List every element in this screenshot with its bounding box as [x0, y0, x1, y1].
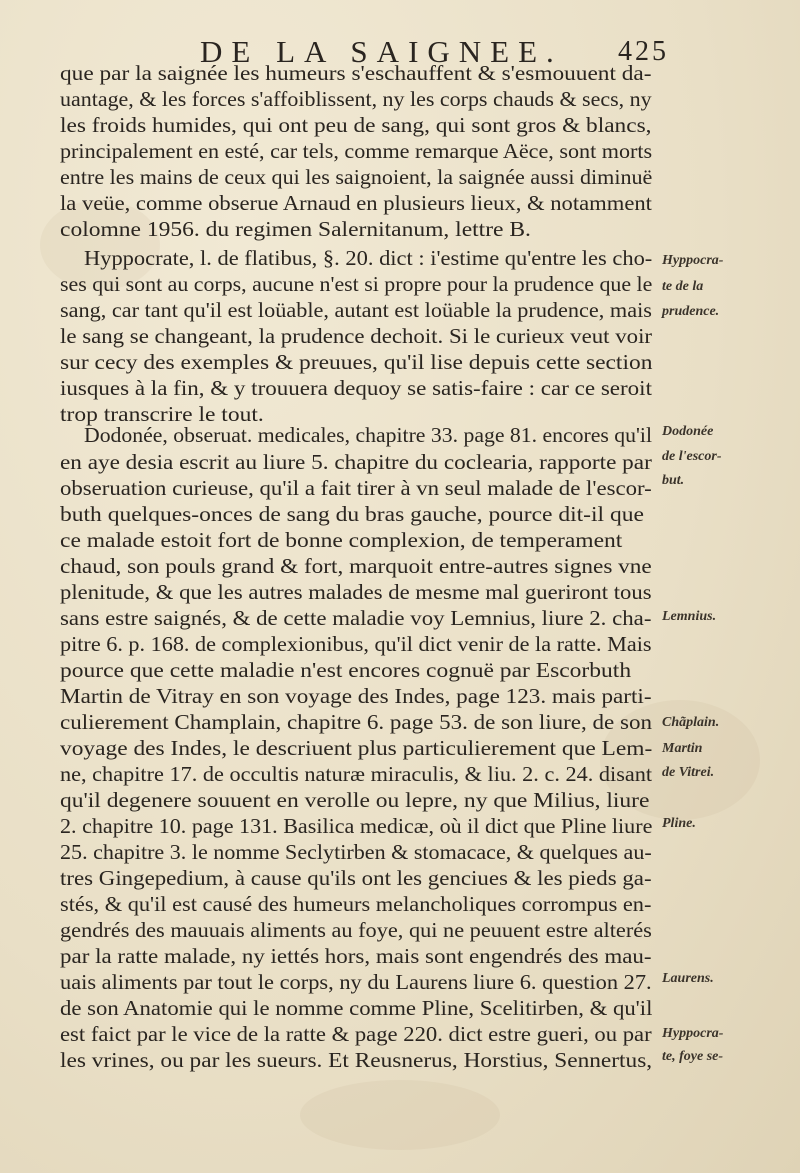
margin-note: Martin: [662, 741, 703, 756]
text-line: ne, chapitre 17. de occultis naturæ miraculis, & liu. 2. c. 24. disant: [60, 762, 653, 786]
text-line: 2. chapitre 10. page 131. Basilica medicæ, où il dict que Pline liure: [60, 814, 653, 838]
text-line: sans estre saignés, & de cette maladie voy Lemnius, liure 2. cha-: [60, 606, 652, 630]
text-line: par la ratte malade, ny iettés hors, mais sont engendrés des mau-: [60, 944, 652, 968]
text-line: de son Anatomie qui le nomme comme Pline, Scelitirben, & qu'il: [60, 996, 653, 1020]
text-line: principalement en esté, car tels, comme remarque Aëce, sont morts: [60, 139, 653, 163]
margin-note: but.: [662, 473, 685, 488]
text-line: uantage, & les forces s'affoiblissent, ny les corps chauds & secs, ny: [60, 87, 652, 111]
text-line: gendrés des mauuais aliments au foye, qui ne peuuent estre alterés: [60, 918, 652, 942]
margin-note: de Vitrei.: [662, 765, 715, 780]
margin-note: Laurens.: [662, 971, 714, 986]
text-line: le sang se changeant, la prudence dechoit. Si le curieux veut voir: [60, 324, 653, 348]
margin-note: de l'escor-: [662, 449, 722, 464]
margin-note: Pline.: [662, 816, 696, 831]
margin-note: Dodonée: [662, 424, 714, 439]
margin-note: Hyppocra-: [662, 1026, 724, 1041]
text-line: 25. chapitre 3. le nomme Seclytirben & stomacace, & quelques au-: [60, 840, 652, 864]
text-line: iusques à la fin, & y trouuera dequoy se satis-faire : car ce seroit: [60, 376, 652, 400]
margin-note: te de la: [662, 279, 704, 294]
margin-note: prudence.: [662, 304, 720, 319]
text-line: que par la saignée les humeurs s'eschauffent & s'esmouuent da-: [60, 61, 652, 85]
text-line: sur cecy des exemples & preuues, qu'il lise depuis cette section: [60, 350, 653, 374]
text-line: plenitude, & que les autres malades de mesme mal gueriront tous: [60, 580, 652, 604]
margin-note: Hyppocra-: [662, 253, 724, 268]
text-line: trop transcrire le tout.: [60, 402, 264, 426]
text-line: Dodonée, obseruat. medicales, chapitre 33. page 81. encores qu'il: [84, 423, 653, 447]
page-number: 425: [618, 36, 669, 67]
text-line: voyage des Indes, le descriuent plus particulierement que Lem-: [60, 736, 653, 760]
text-line: obseruation curieuse, qu'il a fait tirer à vn seul malade de l'escor-: [60, 476, 652, 500]
margin-note: Lemnius.: [662, 609, 717, 624]
text-line: uais aliments par tout le corps, ny du Laurens liure 6. question 27.: [60, 970, 652, 994]
text-line: pource que cette maladie n'est encores cognuë par Escorbuth: [60, 658, 632, 682]
text-line: tres Gingepedium, à cause qu'ils ont les genciues & les pieds ga-: [60, 866, 652, 890]
text-line: pitre 6. p. 168. de complexionibus, qu'il dict venir de la ratte. Mais: [60, 632, 652, 656]
text-line: la veüe, comme obserue Arnaud en plusieurs lieux, & notamment: [60, 191, 652, 215]
text-line: est faict par le vice de la ratte & page 220. dict estre gueri, ou par: [60, 1022, 652, 1046]
text-line: les vrines, ou par les sueurs. Et Reusnerus, Horstius, Sennertus,: [60, 1048, 653, 1072]
text-line: buth quelques-onces de sang du bras gauche, pource dit-il que: [60, 502, 644, 526]
text-line: Hyppocrate, l. de flatibus, §. 20. dict : i'estime qu'entre les cho-: [84, 246, 653, 270]
text-line: chaud, son pouls grand & fort, marquoit entre-autres signes vne: [60, 554, 652, 578]
text-line: sang, car tant qu'il est loüable, autant est loüable la prudence, mais: [60, 298, 652, 322]
text-line: qu'il degenere souuent en verolle ou lepre, ny que Milius, liure: [60, 788, 650, 812]
paper-stain: [300, 1080, 500, 1150]
margin-note: Chãplain.: [662, 715, 720, 730]
text-line: en aye desia escrit au liure 5. chapitre du coclearia, rapporte par: [60, 450, 652, 474]
text-line: entre les mains de ceux qui les saignoient, la saignée aussi diminuë: [60, 165, 653, 189]
text-line: culierement Champlain, chapitre 6. page 53. de son liure, de son: [60, 710, 653, 734]
text-line: les froids humides, qui ont peu de sang, qui sont gros & blancs,: [60, 113, 652, 137]
text-line: colomne 1956. du regimen Salernitanum, lettre B.: [60, 217, 531, 241]
text-line: ses qui sont au corps, aucune n'est si propre pour la prudence que le: [60, 272, 653, 296]
text-line: stés, & qu'il est causé des humeurs melancholiques corrompus en-: [60, 892, 652, 916]
running-head-title: DE LA SAIGNEE.: [200, 34, 563, 69]
text-line: ce malade estoit fort de bonne complexion, de temperament: [60, 528, 623, 552]
text-line: Martin de Vitray en son voyage des Indes, page 123. mais parti-: [60, 684, 652, 708]
margin-note: te, foye se-: [662, 1049, 724, 1064]
